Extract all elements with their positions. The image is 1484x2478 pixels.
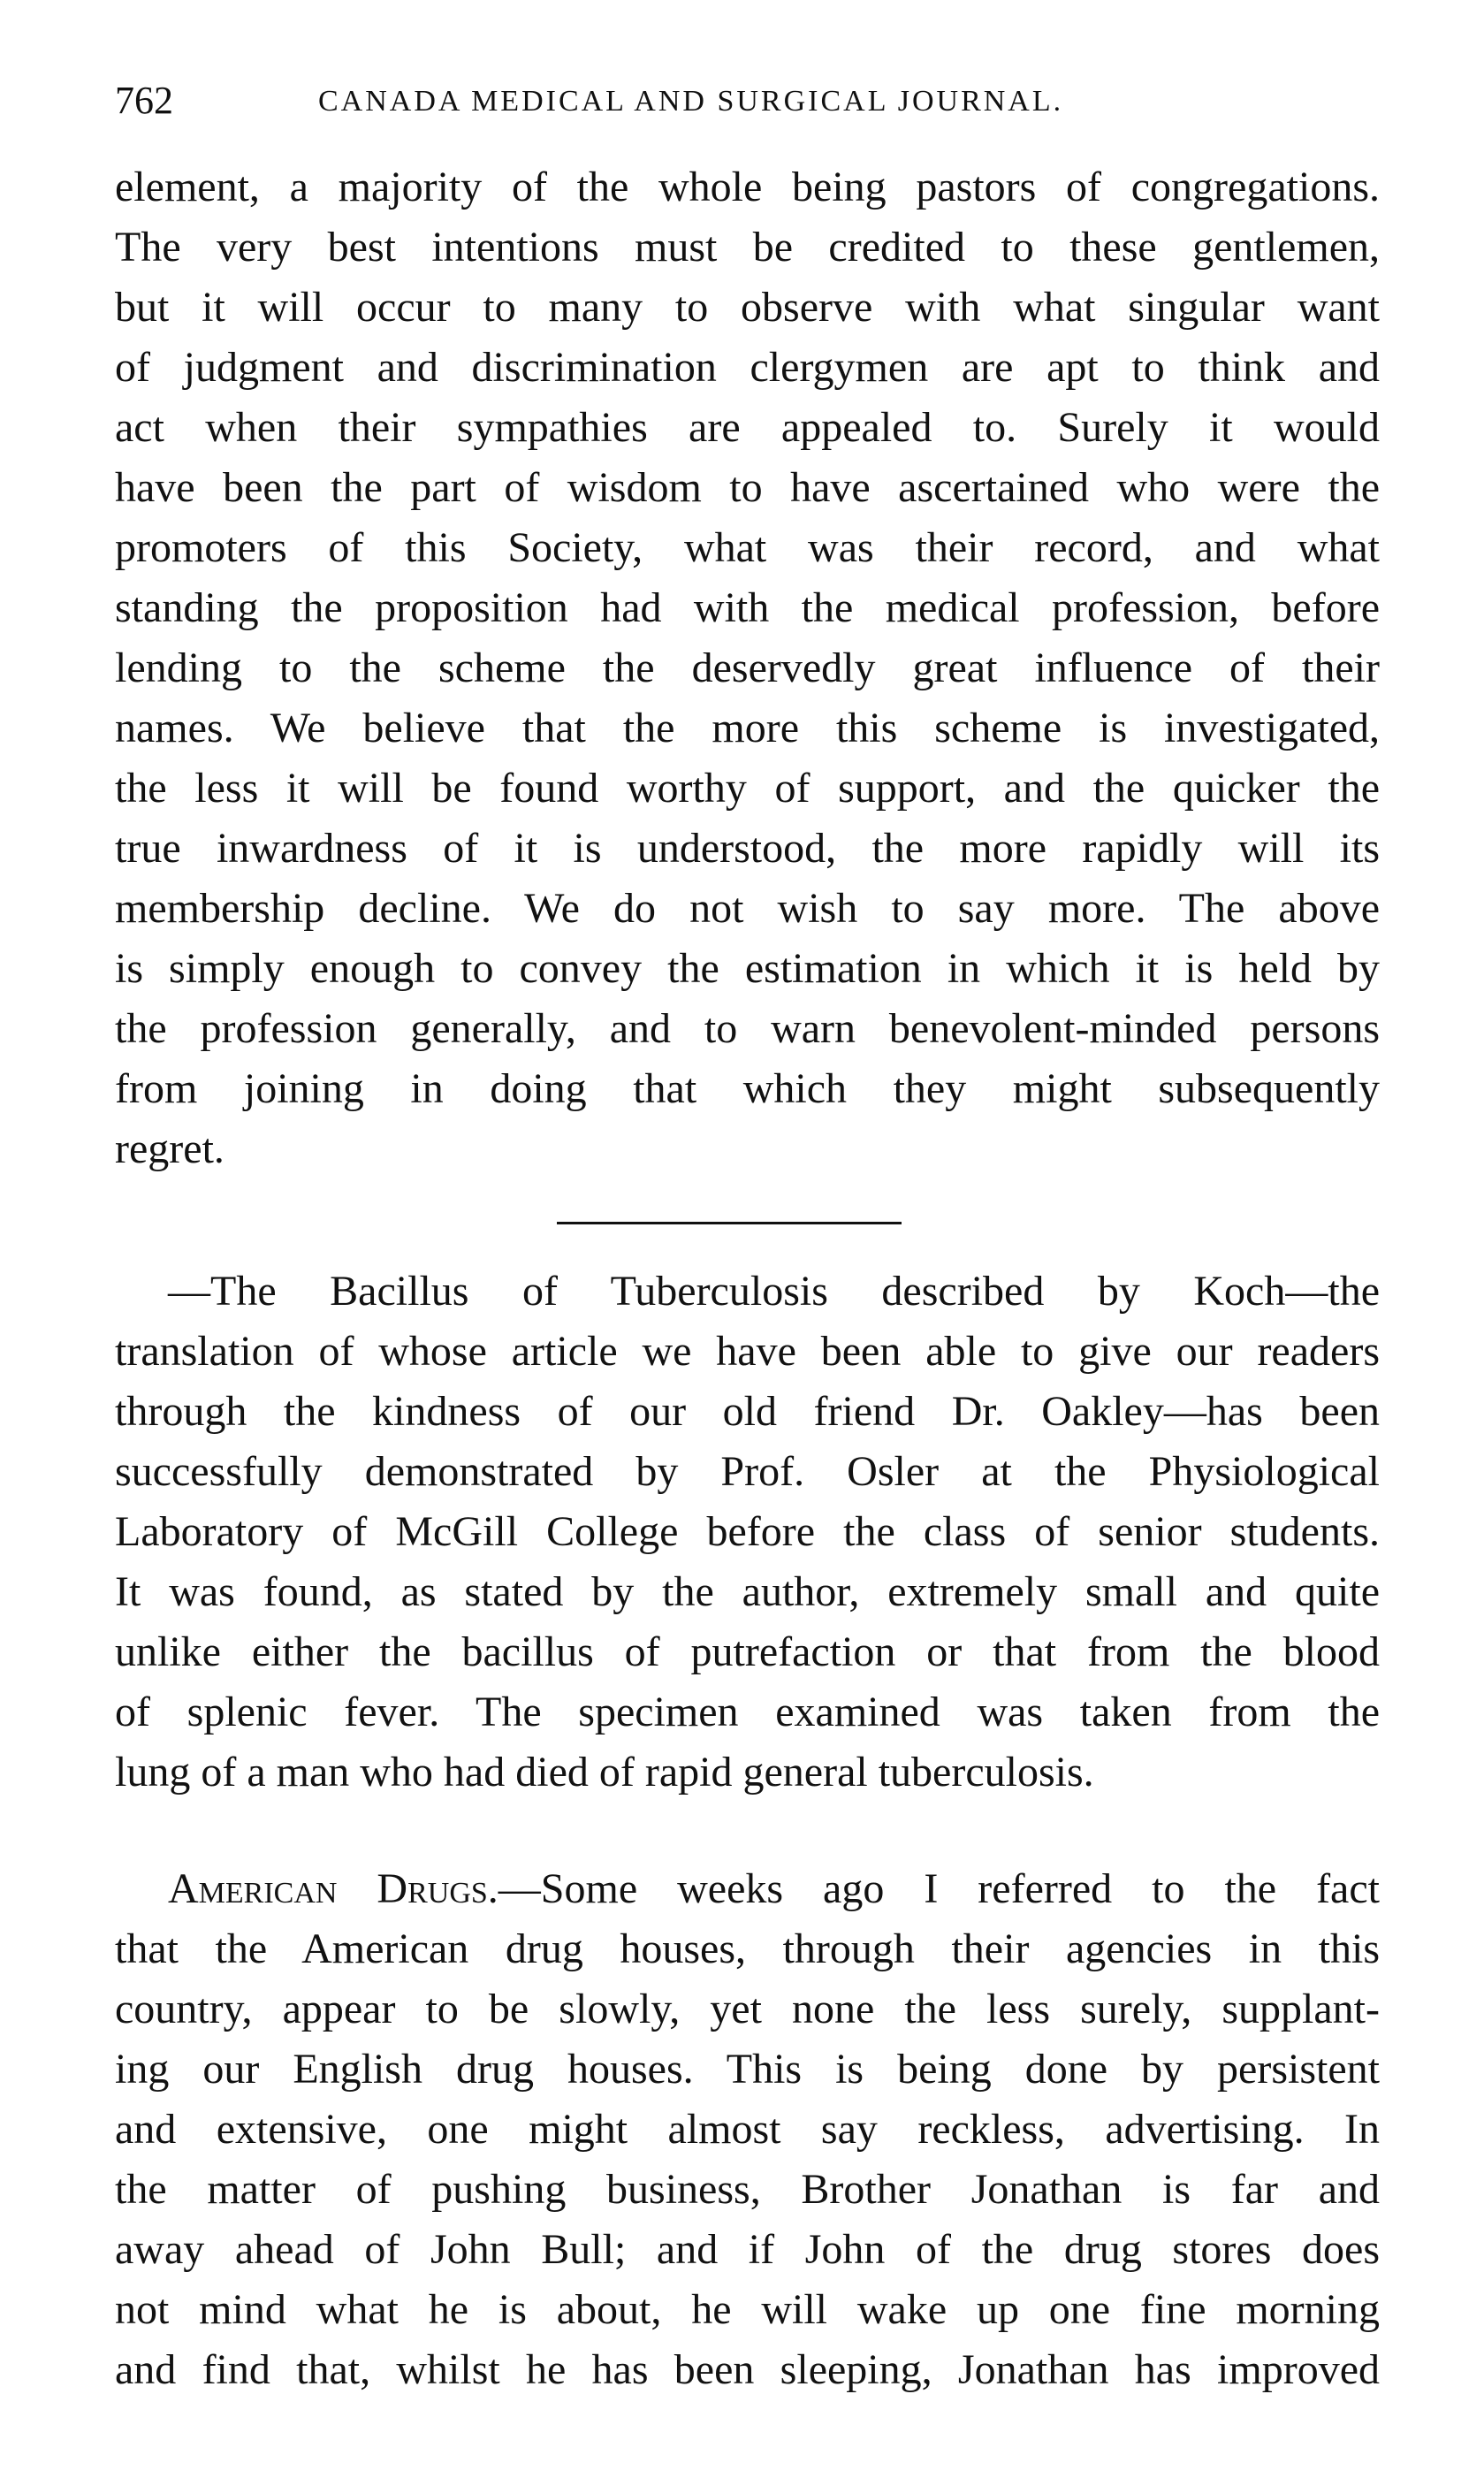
text-line: ing our English drug houses. This is being done by persistent <box>115 2046 1380 2093</box>
paragraph-spacer <box>115 1803 1380 1859</box>
text-line: from joining in doing that which they might subsequently <box>115 1065 1380 1112</box>
section-heading: American Drugs. <box>168 1865 498 1912</box>
text-line: promoters of this Society, what was their record, and what <box>115 524 1380 571</box>
text-line: the profession generally, and to warn benevolent-minded persons <box>115 1005 1380 1052</box>
text-line: lung of a man who had died of rapid general tuberculosis. <box>115 1749 1094 1796</box>
text-line: not mind what he is about, he will wake up one fine morning <box>115 2286 1380 2333</box>
text-line: The very best intentions must be credited to these gentlemen, <box>115 224 1380 271</box>
text-run: —Some weeks ago I referred to the fact <box>498 1865 1380 1912</box>
text-line: It was found, as stated by the author, extremely small and quite <box>115 1568 1380 1615</box>
paragraph-society <box>115 157 1380 1179</box>
text-line: true inwardness of it is understood, the more rapidly will its <box>115 825 1380 872</box>
paragraph-bacillus <box>115 1262 1380 1803</box>
text-line: of splenic fever. The specimen examined was taken from the <box>115 1689 1380 1735</box>
text-line: standing the proposition had with the medical profession, before <box>115 584 1380 631</box>
text-line: country, appear to be slowly, yet none the less surely, supplant- <box>115 1986 1380 2032</box>
text-line: have been the part of wisdom to have ascertained who were the <box>115 464 1380 511</box>
text-line: of judgment and discrimination clergymen are apt to think and <box>115 344 1380 391</box>
text-line: element, a majority of the whole being pastors of congregations. <box>115 164 1380 210</box>
text-line: unlike either the bacillus of putrefaction or that from the blood <box>115 1628 1380 1675</box>
running-head <box>115 78 1380 149</box>
journal-title: CANADA MEDICAL AND SURGICAL JOURNAL. <box>318 85 1064 118</box>
text-line: but it will occur to many to observe with what singular want <box>115 284 1380 331</box>
text-line: —The Bacillus of Tuberculosis described by Koch—the <box>168 1268 1380 1315</box>
text-line: names. We believe that the more this scheme is investigated, <box>115 705 1380 751</box>
text-line: the matter of pushing business, Brother Jonathan is far and <box>115 2166 1380 2213</box>
text-line: and extensive, one might almost say reckless, advertising. In <box>115 2106 1380 2153</box>
text-line: that the American drug houses, through their agencies in this <box>115 1925 1380 1972</box>
paragraph-american-drugs <box>115 1859 1380 2400</box>
page-number: 762 <box>115 79 173 122</box>
section-divider <box>557 1222 902 1224</box>
text-line: and find that, whilst he has been sleeping, Jonathan has improved <box>115 2346 1380 2393</box>
text-line: is simply enough to convey the estimation in which it is held by <box>115 945 1380 992</box>
text-line: regret. <box>115 1125 225 1172</box>
text-line: Laboratory of McGill College before the class of senior students. <box>115 1508 1380 1555</box>
text-line: act when their sympathies are appealed to. Surely it would <box>115 404 1380 451</box>
text-line: membership decline. We do not wish to say more. The above <box>115 885 1380 932</box>
text-line: through the kindness of our old friend Dr. Oakley—has been <box>115 1388 1380 1435</box>
text-line <box>115 1859 1380 1919</box>
article-body <box>115 157 1380 2400</box>
text-line: successfully demonstrated by Prof. Osler at the Physiological <box>115 1448 1380 1495</box>
text-line: lending to the scheme the deservedly great influence of their <box>115 644 1380 691</box>
text-line: away ahead of John Bull; and if John of the drug stores does <box>115 2226 1380 2273</box>
text-line: translation of whose article we have been able to give our readers <box>115 1328 1380 1375</box>
text-line: the less it will be found worthy of support, and the quicker the <box>115 765 1380 812</box>
